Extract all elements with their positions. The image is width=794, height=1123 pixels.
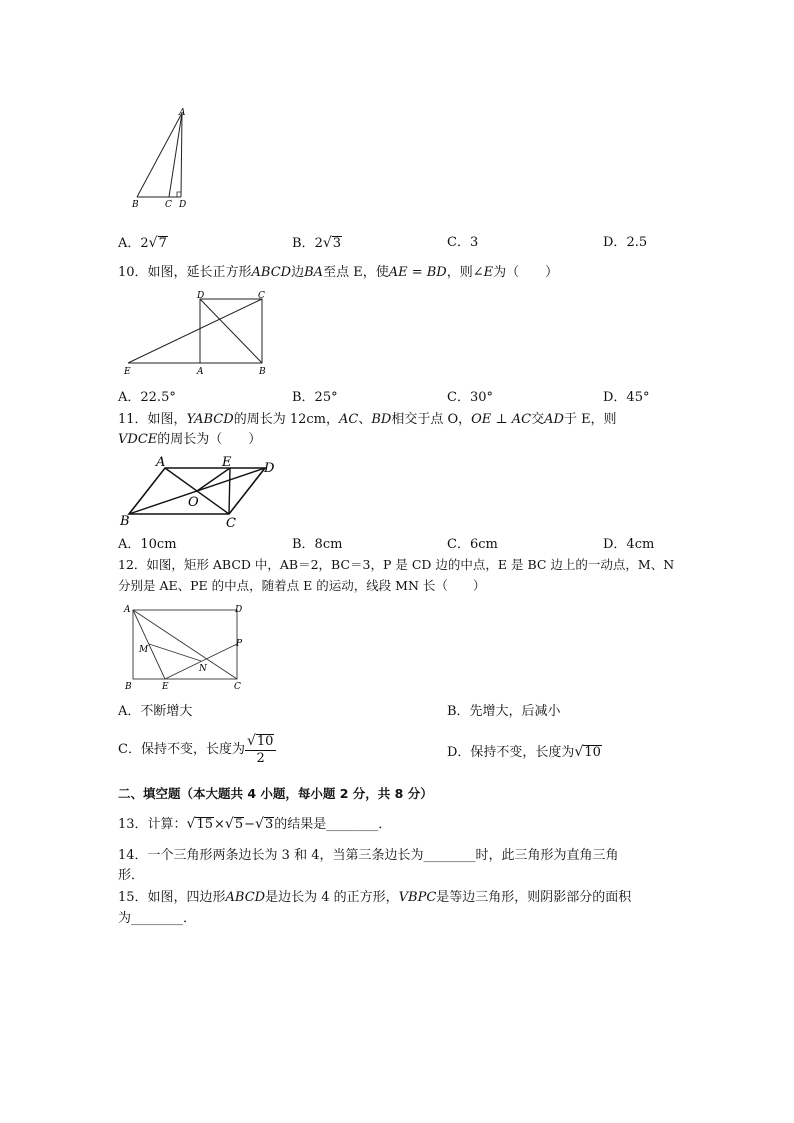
q11-label-E: E xyxy=(222,455,232,470)
q9-option-b: B．2√3 xyxy=(292,235,342,251)
q10-option-c: C．30° xyxy=(447,390,493,405)
q11-label-D: D xyxy=(264,461,275,476)
q11-label-B: B xyxy=(120,514,130,529)
q9-option-c: C．3 xyxy=(447,235,479,250)
q11-option-c: C．6cm xyxy=(447,537,498,552)
q10-label-A: A xyxy=(197,367,204,377)
q10-figure xyxy=(118,288,278,378)
q11-label-O: O xyxy=(188,495,199,510)
q12-label-B: B xyxy=(125,682,132,692)
q12-stem-line1: 12．如图，矩形 ABCD 中，AB＝2，BC＝3，P 是 CD 边的中点，E 是 BC 边上的一动点，M、N xyxy=(118,557,675,572)
q10-label-C: C xyxy=(258,291,265,301)
q12-label-M: M xyxy=(139,645,149,655)
q12-option-c: C．保持不变，长度为 $\frac{√10}{2}$ xyxy=(118,733,276,767)
q11-option-a: A．10cm xyxy=(118,537,177,552)
q10-option-d: D．45° xyxy=(603,390,650,405)
q11-stem-line2: VDCE的周长为（ ） xyxy=(118,432,262,447)
q12-label-P: P xyxy=(236,639,243,649)
q12-option-d: D．保持不变，长度为√10 xyxy=(447,744,601,760)
q10-option-b: B．25° xyxy=(292,390,338,405)
q11-label-A: A xyxy=(156,455,166,470)
q11-figure xyxy=(118,452,283,532)
q10-label-D: D xyxy=(197,291,205,301)
q14-stem-line2: 形． xyxy=(118,868,145,883)
q9-option-d: D．2.5 xyxy=(603,235,648,250)
q11-label-C: C xyxy=(226,516,236,531)
q11-stem-line1: 11．如图，YABCD的周长为 12cm，AC、BD相交于点 O，OE ⊥ AC交AD于 E，则 xyxy=(118,412,617,427)
q11-option-b: B．8cm xyxy=(292,537,343,552)
q9-figure xyxy=(128,105,198,210)
q12-option-a: A．不断增大 xyxy=(118,704,193,719)
section2-title: 二、填空题（本大题共 4 小题，每小题 2 分，共 8 分） xyxy=(118,786,433,801)
q9-label-D: D xyxy=(179,200,187,210)
q12-figure xyxy=(118,600,253,695)
q9-label-C: C xyxy=(165,200,172,210)
q11-option-d: D．4cm xyxy=(603,537,655,552)
q12-label-D: D xyxy=(235,605,243,615)
q10-label-B: B xyxy=(259,367,266,377)
q13-stem: 13．计算：√15×√5−√3的结果是________． xyxy=(118,816,392,832)
q12-stem-line2: 分别是 AE、PE 的中点，随着点 E 的运动，线段 MN 长（ ） xyxy=(118,578,486,593)
q15-stem-line1: 15．如图，四边形ABCD是边长为 4 的正方形，VBPC是等边三角形，则阴影部分的面积 xyxy=(118,890,632,905)
q12-label-C: C xyxy=(234,682,241,692)
q12-label-E: E xyxy=(162,682,169,692)
q10-label-E: E xyxy=(124,367,131,377)
q9-label-B: B xyxy=(132,200,139,210)
q10-option-a: A．22.5° xyxy=(118,390,176,405)
q12-option-b: B．先增大，后减小 xyxy=(447,704,561,719)
q9-label-A: A xyxy=(179,108,186,118)
q10-stem: 10．如图，延长正方形ABCD边BA至点 E，使AE = BD，则∠E为（ ） xyxy=(118,265,559,280)
q14-stem-line1: 14．一个三角形两条边长为 3 和 4，当第三条边长为________时，此三角形为直角三角 xyxy=(118,848,619,863)
q9-option-a: A．2√7 xyxy=(118,235,167,251)
q15-stem-line2: 为________． xyxy=(118,911,197,926)
q12-label-A: A xyxy=(124,605,131,615)
q12-label-N: N xyxy=(199,664,207,674)
